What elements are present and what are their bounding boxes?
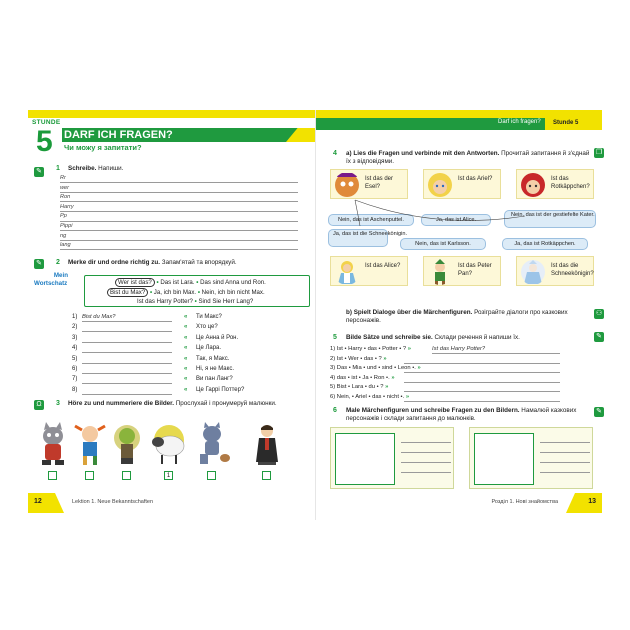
number-box[interactable] (207, 471, 216, 480)
ex5-number: 5 (333, 334, 337, 341)
connector-lines (315, 190, 602, 250)
ukrainian-phrase: Це Лара. (196, 345, 222, 352)
arrow-icon: « (184, 334, 188, 341)
ukrainian-phrase: Це Гаррі Поттер? (196, 386, 245, 393)
writing-line[interactable] (401, 452, 451, 453)
page-subtitle: Чи можу я запитати? (64, 143, 142, 152)
arrow-icon: » (391, 374, 395, 381)
matching-row (72, 335, 302, 344)
matching-row (72, 376, 302, 385)
peter-pan-figure-icon (427, 259, 453, 285)
vocab-phrase: Ist das Harry Potter? (137, 298, 193, 305)
ex4-title-a-ua: Прочитай запитання й з'єднай їх з відповідями. (346, 150, 590, 165)
right-footer-text: Розділ 1. Нові знайомства (491, 499, 558, 505)
answer-blank[interactable] (82, 366, 172, 374)
number-box[interactable] (85, 471, 94, 480)
vocab-phrase: Das sind Anna und Ron. (200, 279, 266, 286)
vocab-line-2: Bist du Max? • Ja, ich bin Max. • Nein, ich bin nicht Max. (107, 288, 265, 297)
answer-line[interactable] (404, 365, 560, 373)
ukrainian-phrase: Хто це? (196, 324, 218, 331)
wortschatz-label-line2: Wortschatz (34, 280, 68, 287)
pippi-illustration (73, 422, 107, 466)
tom-and-jerry-illustration (192, 422, 232, 466)
character-card (516, 256, 594, 286)
writing-line[interactable]: lang (60, 241, 298, 250)
number-box[interactable] (122, 471, 131, 480)
answer-blank[interactable]: Bist du Max? (82, 314, 172, 322)
character-question: Ist das die Schneekönigin? (551, 263, 594, 277)
right-footer-accent (566, 493, 602, 513)
pencil-icon: ✎ (594, 407, 604, 417)
writing-line[interactable]: Rr (60, 174, 298, 183)
answer-pill[interactable]: Ja, das ist Alice. (421, 214, 491, 226)
arrow-icon: « (184, 366, 188, 372)
arrow-icon: « (184, 314, 188, 320)
row-number: 6) (330, 394, 336, 400)
writing-line[interactable] (540, 452, 590, 453)
row-number: 4) (330, 374, 336, 381)
arrow-icon: » (405, 394, 410, 400)
pair-work-icon: ⚇ (595, 310, 603, 317)
left-footer-text: Lektion 1. Neue Bekanntschaften (72, 499, 154, 505)
answer-line[interactable]: Ist das Harry Potter? (432, 346, 560, 354)
row-number: 5) (330, 384, 336, 391)
answer-line[interactable] (404, 375, 560, 383)
sentence-row (330, 394, 600, 403)
ukrainian-phrase: Це Анна й Рон. (196, 334, 239, 341)
sentence-row (330, 384, 600, 393)
ex3-title-ua: Прослухай і пронумеруй малюнки. (175, 400, 277, 407)
ex1-title-de: Schreibe. (68, 165, 97, 172)
matching-row (72, 314, 302, 323)
ex6-title-ua: Намалюй казкових персонажів і склади запитання до малюнків. (346, 407, 577, 422)
sheep-illustration (148, 422, 190, 466)
vocab-line-1: Wer ist das? • Das ist Lara. • Das sind Anna und Ron. (115, 278, 266, 287)
writing-line[interactable] (540, 442, 590, 443)
drawing-card (330, 427, 454, 489)
ukrainian-phrase: Ви пан Ланг? (196, 376, 233, 383)
word-tiles: Das • Mia • und • sind • Leon •. (336, 365, 416, 372)
sentence-row (330, 375, 600, 384)
sentence-row (330, 346, 600, 355)
ex3-number: 3 (56, 400, 60, 407)
ex5-title-de: Bilde Sätze und schreibe sie. (346, 334, 433, 341)
top-left-band (28, 110, 315, 118)
vocab-phrase: Sind Sie Herr Lang? (198, 298, 254, 305)
answer-blank[interactable] (82, 376, 172, 384)
cat-illustration (36, 422, 70, 466)
ex1-number: 1 (56, 165, 60, 172)
vocab-phrase: Wer ist das? (115, 278, 155, 287)
row-number: 6) (72, 366, 78, 372)
answer-blank[interactable] (82, 356, 172, 364)
ex2-title-de: Merke dir und ordne richtig zu. (68, 259, 161, 266)
character-question: Ist das Ariel? (458, 176, 493, 182)
stunde-label: STUNDE (32, 119, 61, 126)
writing-line[interactable]: ng (60, 232, 298, 241)
number-box[interactable] (48, 471, 57, 480)
ex4-title-b-de: b) Spielt Dialoge über die Märchenfiguren. (346, 309, 473, 316)
writing-line[interactable] (401, 462, 451, 463)
ukrainian-phrase: Ні, я не Макс. (196, 366, 234, 372)
left-page-number: 12 (34, 498, 42, 505)
pencil-icon: ✎ (34, 259, 44, 269)
writing-line[interactable]: Harry (60, 203, 298, 212)
writing-line[interactable] (540, 472, 590, 473)
ex4-title-a-de: a) Lies die Fragen und verbinde mit den Antworten. (346, 150, 500, 157)
wortschatz-label-line1: Mein (53, 272, 68, 279)
character-question: Ist das Peter Pan? (458, 263, 492, 277)
ex4-instruction-a (346, 150, 591, 166)
arrow-icon: » (383, 355, 387, 362)
arrow-icon: » (417, 365, 421, 372)
matching-row (72, 356, 302, 365)
ex1-title-ua: Напиши. (98, 165, 124, 172)
arrow-icon: « (184, 386, 188, 393)
right-page-number: 13 (588, 498, 596, 505)
row-number: 3) (72, 334, 78, 341)
row-number: 1) (72, 314, 78, 320)
ex5-title-ua: Склади речення й напиши їх. (434, 334, 520, 341)
ex2-number: 2 (56, 259, 60, 266)
arrow-icon: » (385, 384, 389, 391)
ex6-instruction (346, 407, 591, 423)
character-card (330, 256, 408, 286)
ukrainian-phrase: Так, я Макс. (196, 355, 230, 362)
word-tiles: Ist • Harry • das • Potter • ? (336, 346, 407, 352)
ex2-instruction (68, 259, 313, 267)
stunde-number: 5 (36, 125, 53, 158)
ex6-title-de: Male Märchenfiguren und schreibe Fragen zu den Bildern. (346, 407, 520, 414)
drawing-frame[interactable] (474, 433, 534, 485)
pencil-icon: ✎ (34, 167, 44, 177)
word-tiles: Nein, • Ariel • das • nicht •. (336, 394, 405, 400)
sentence-row (330, 365, 600, 374)
vocabulary-box (84, 275, 310, 307)
ex4-title-b-ua: Розіграйте діалоги про казкових персонажів. (346, 309, 568, 324)
writing-line[interactable]: Pp (60, 212, 298, 221)
row-number: 7) (72, 376, 78, 383)
writing-line[interactable] (401, 442, 451, 443)
arrow-icon: » (407, 346, 411, 352)
drawing-card (469, 427, 593, 489)
matching-row (72, 324, 302, 333)
ex6-number: 6 (333, 407, 337, 414)
row-number: 5) (72, 355, 78, 362)
vocab-phrase: Ja, ich bin Max. (153, 289, 197, 296)
sentence-row (330, 356, 600, 365)
row-number: 2) (330, 355, 336, 362)
matching-row (72, 387, 302, 396)
answer-line[interactable] (404, 356, 560, 364)
character-question: Ist das Rotkäppchen? (551, 176, 590, 190)
writing-line[interactable]: Pippi (60, 222, 298, 231)
answer-blank[interactable] (82, 324, 172, 332)
left-footer (28, 493, 315, 513)
page-title: DARF ICH FRAGEN? (64, 129, 173, 141)
writing-line[interactable]: Ron (60, 193, 298, 202)
answer-pill-text: Ja, das ist die Schneekönigin. (333, 231, 408, 237)
writing-line[interactable] (540, 462, 590, 463)
row-number: 2) (72, 324, 78, 331)
shrek-illustration (110, 422, 144, 466)
vocab-phrase: Das ist Lara. (160, 279, 195, 286)
ex4-number: 4 (333, 150, 337, 157)
row-number: 8) (72, 386, 78, 393)
reading-icon: ❐ (595, 149, 603, 156)
snow-queen-figure-icon (520, 259, 546, 285)
ex4-instruction-b (346, 309, 604, 325)
row-number: 3) (330, 365, 336, 372)
headphones-icon: Ω (34, 400, 44, 410)
answer-line[interactable] (404, 384, 560, 392)
alice-figure-icon (334, 259, 360, 285)
matching-row (72, 345, 302, 354)
pencil-icon: ✎ (594, 332, 604, 342)
ukrainian-phrase: Ти Макс? (196, 314, 222, 320)
right-footer (315, 493, 602, 513)
ex3-instruction (68, 400, 313, 408)
right-header-stunde: Stunde 5 (553, 120, 579, 126)
vocab-line-3: Ist das Harry Potter? • Sind Sie Herr Lang? (137, 298, 254, 305)
word-tiles: das • ist • Ja • Ron •. (336, 374, 390, 381)
textbook-spread (28, 110, 602, 520)
arrow-icon: « (184, 355, 188, 362)
ex3-title-de: Höre zu und nummeriere die Bilder. (68, 400, 175, 407)
matching-row (72, 366, 302, 375)
vocab-phrase: Nein, ich bin nicht Max. (201, 289, 265, 296)
arrow-icon: « (184, 324, 188, 331)
writing-line[interactable] (401, 472, 451, 473)
wortschatz-label (34, 272, 68, 288)
answer-blank[interactable] (82, 345, 172, 353)
ex1-instruction (68, 165, 308, 173)
row-number: 1) (330, 346, 336, 352)
answer-pill[interactable]: Nein, das ist Aschenputtel. (328, 214, 414, 226)
drawing-frame[interactable] (335, 433, 395, 485)
writing-line[interactable]: wer (60, 184, 298, 193)
ex5-instruction (346, 334, 591, 342)
harry-potter-illustration (250, 422, 284, 466)
word-tiles: Ist • Wer • das • ? (336, 355, 382, 362)
answer-pill[interactable]: Ja, das ist Rotkäppchen. (502, 238, 588, 250)
number-box[interactable]: 1 (164, 471, 173, 480)
page-gutter (315, 110, 316, 520)
answer-line[interactable] (404, 394, 560, 402)
ex2-title-ua: Запам'ятай та впорядкуй. (161, 259, 237, 266)
answer-blank[interactable] (82, 335, 172, 343)
character-card (423, 256, 501, 286)
right-header-title: Darf ich fragen? (498, 119, 541, 125)
answer-pill[interactable]: Nein, das ist Karlsson. (400, 238, 486, 250)
arrow-icon: « (184, 345, 188, 352)
vocab-phrase: Bist du Max? (107, 288, 148, 297)
row-number: 4) (72, 345, 78, 352)
word-tiles: Bist • Lara • du • ? (336, 384, 384, 391)
character-question: Ist das der Esel? (365, 176, 394, 190)
answer-blank[interactable] (82, 387, 172, 395)
answer-pill-text: Nein, das ist der gestiefelte Kater. (511, 212, 595, 218)
number-box[interactable] (262, 471, 271, 480)
character-question: Ist das Alice? (365, 263, 401, 269)
arrow-icon: « (184, 376, 188, 383)
